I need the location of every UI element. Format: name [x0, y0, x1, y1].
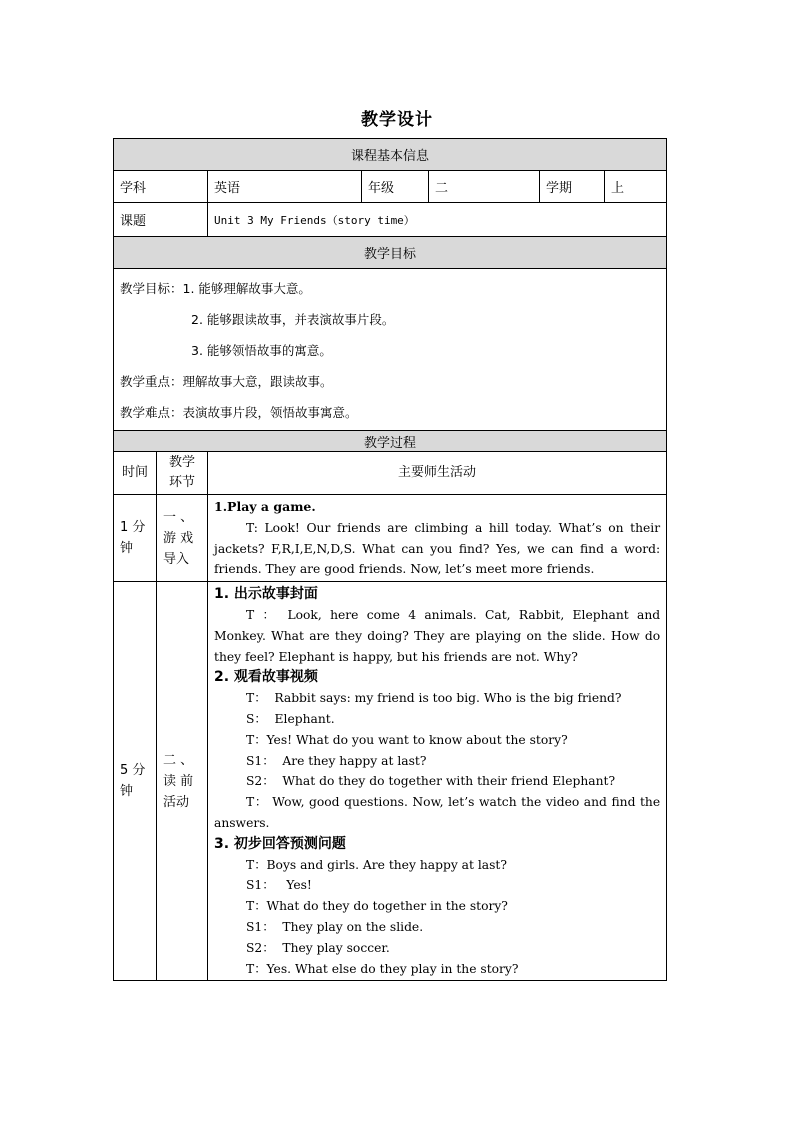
stage-cell: 二 、 读 前 活动: [157, 582, 208, 981]
goal-item: 2. 能够跟读故事，并表演故事片段。: [191, 312, 395, 327]
dialogue-line: S： Elephant.: [246, 711, 335, 726]
term-value: 上: [605, 171, 667, 203]
process-row: [114, 495, 667, 582]
stage-cell: 一 、 游 戏 导入: [157, 495, 208, 582]
col-stage-header: 教学 环节: [157, 452, 208, 495]
dialogue-line: S1： Are they happy at last?: [246, 753, 427, 768]
col-time-header: 时间: [114, 452, 157, 495]
grade-label: 年级: [362, 171, 429, 203]
dialogue-line: T：What do they do together in the story?: [246, 899, 508, 914]
term-label: 学期: [540, 171, 605, 203]
goals-header: 教学目标: [114, 237, 667, 269]
basic-info-header: 课程基本信息: [114, 139, 667, 171]
dialogue-line: S2： What do they do together with their friend Elephant?: [246, 774, 616, 789]
activity-paragraph: T： Wow, good questions. Now, let’s watch the video and find the answers.: [214, 795, 661, 830]
goal-line-1: [120, 273, 660, 304]
grade-value: 二: [429, 171, 540, 203]
lesson-plan-table: [113, 138, 666, 981]
key-point: 教学重点：理解故事大意，跟读故事。: [120, 374, 333, 389]
goals-cell: [114, 269, 667, 431]
col-activity-header: 主要师生活动: [208, 452, 667, 495]
activity-heading: 3. 初步回答预测问题: [214, 835, 346, 852]
process-header: 教学过程: [114, 431, 667, 452]
dialogue-line: S1： Yes!: [246, 878, 312, 893]
time-cell: 5 分 钟: [114, 582, 157, 981]
activity-heading: 1. 出示故事封面: [214, 586, 318, 603]
dialogue-line: S2： They play soccer.: [246, 940, 390, 955]
dialogue-line: T：Boys and girls. Are they happy at last?: [246, 857, 507, 872]
process-row: [114, 582, 667, 981]
activity-cell: [208, 495, 667, 582]
goals-label: 教学目标：: [120, 281, 183, 296]
activity-heading: 1.Play a game.: [214, 499, 316, 514]
subject-label: 学科: [114, 171, 208, 203]
topic-value: Unit 3 My Friends（story time）: [208, 203, 667, 237]
activity-paragraph: T ： Look, here come 4 animals. Cat, Rabbit, Elephant and Monkey. What are they doing? They are playing on the slide. How do they feel? Elephant is happy, but his friends are not. Why?: [214, 607, 661, 664]
activity-cell: [208, 582, 667, 981]
goal-item: 1. 能够理解故事大意。: [182, 281, 311, 296]
goal-item: 3. 能够领悟故事的寓意。: [191, 343, 332, 358]
dialogue-line: S1： They play on the slide.: [246, 919, 424, 934]
activity-paragraph: T: Look! Our friends are climbing a hill today. What’s on their jackets? F,R,I,E,N,D,S. What can you find? Yes, we can find a word: friends. They are good friends. Now, let’s meet more friends.: [214, 520, 661, 577]
dialogue-line: T：Yes! What do you want to know about the story?: [246, 732, 568, 747]
dialogue-line: T：Yes. What else do they play in the story?: [246, 961, 519, 976]
activity-heading: 2. 观看故事视频: [214, 669, 318, 686]
subject-value: 英语: [208, 171, 362, 203]
time-cell: 1 分 钟: [114, 495, 157, 582]
topic-label: 课题: [114, 203, 208, 237]
dialogue-line: T： Rabbit says: my friend is too big. Who is the big friend?: [246, 691, 622, 706]
page-title: 教学设计: [361, 110, 433, 130]
difficulty-point: 教学难点：表演故事片段，领悟故事寓意。: [120, 405, 358, 420]
